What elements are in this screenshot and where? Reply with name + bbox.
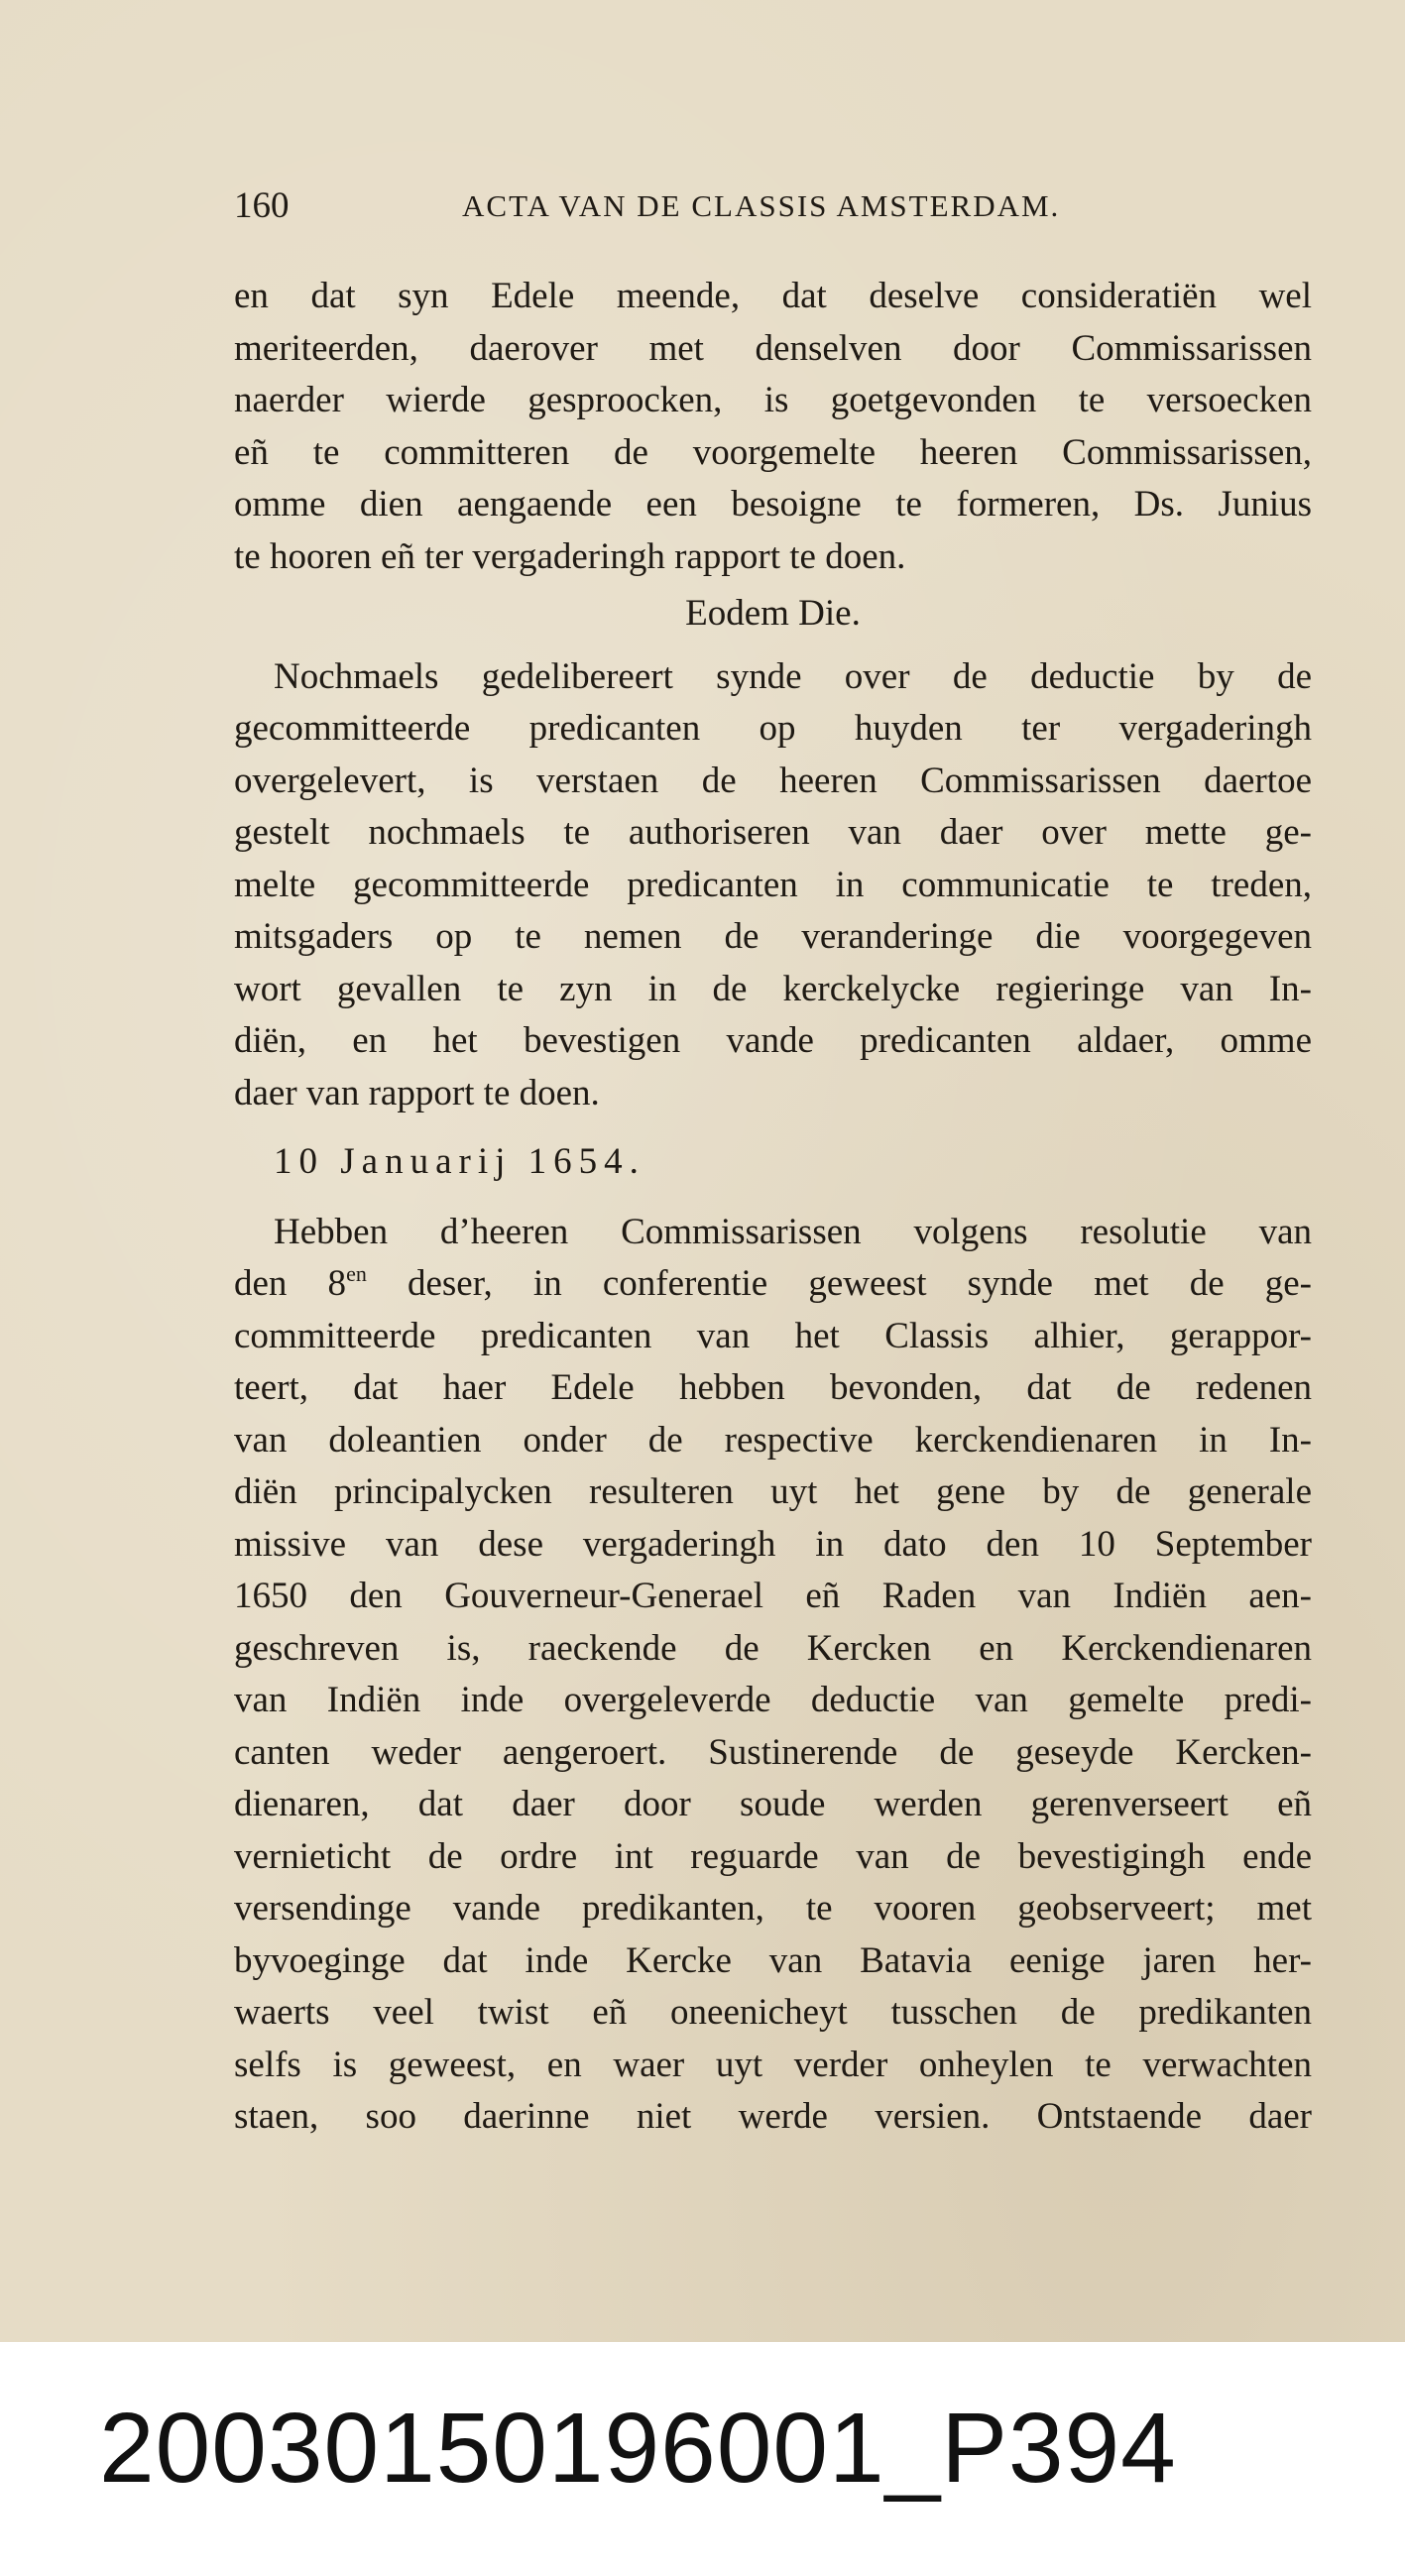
text-line: eñ te committeren de voorgemelte heeren Commissarissen, <box>234 431 1312 473</box>
text-line: daer van rapport te doen. <box>234 1072 600 1113</box>
text-line: canten weder aengeroert. Sustinerende de geseyde Kercken- <box>234 1731 1312 1773</box>
scan-id-label: 20030150196001_P394 <box>99 2393 1177 2504</box>
text-line <box>234 1258 1312 1311</box>
text-line: waerts veel twist eñ oneenicheyt tusschen de predikanten <box>234 1992 1312 2033</box>
text-line: melte gecommitteerde predicanten in communicatie te treden, <box>234 864 1312 905</box>
text-line: omme dien aengaende een besoigne te formeren, Ds. Junius <box>234 484 1312 525</box>
text-line: gecommitteerde predicanten op huyden ter vergaderingh <box>234 708 1312 749</box>
text-line: byvoeginge dat inde Kercke van Batavia eenige jaren her- <box>234 1939 1312 1981</box>
text-line: overgelevert, is verstaen de heeren Commissarissen daertoe <box>234 760 1312 801</box>
text-line: gestelt nochmaels te authoriseren van daer over mette ge- <box>234 812 1312 853</box>
page-number: 160 <box>234 185 290 226</box>
text-line: diën principalycken resulteren uyt het gene by de generale <box>234 1471 1312 1512</box>
text-line: mitsgaders op te nemen de veranderinge die voorgegeven <box>234 916 1312 957</box>
text-fragment: den 8 <box>234 1263 347 1304</box>
text-line: vernieticht de ordre int reguarde van de bevestigingh ende <box>234 1835 1312 1877</box>
text-line: committeerde predicanten van het Classis alhier, gerappor- <box>234 1315 1312 1356</box>
section-heading: Eodem Die. <box>685 593 861 634</box>
text-line: en dat syn Edele meende, dat deselve consideratiën wel <box>234 276 1312 316</box>
text-line: naerder wierde gesproocken, is goetgevonden te versoecken <box>234 380 1312 420</box>
text-line: versendinge vande predikanten, te vooren geobserveert; met <box>234 1888 1312 1929</box>
text-line: te hooren eñ ter vergaderingh rapport te doen. <box>234 535 906 577</box>
text-line: teert, dat haer Edele hebben bevonden, dat de redenen <box>234 1367 1312 1408</box>
page-header <box>234 184 1312 234</box>
text-line: geschreven is, raeckende de Kercken en Kerckendienaren <box>234 1627 1312 1669</box>
text-line: dienaren, dat daer door soude werden gerenverseert eñ <box>234 1784 1312 1824</box>
superscript: en <box>346 1261 367 1286</box>
paragraph-3 <box>234 1207 1312 2144</box>
text-line: Nochmaels gedelibereert synde over de deductie by de <box>274 655 1312 697</box>
date-heading: 10 Januarij 1654. <box>274 1141 645 1182</box>
paragraph-1 <box>234 271 1312 583</box>
running-head: ACTA VAN DE CLASSIS AMSTERDAM. <box>462 188 1061 223</box>
text-line: selfs is geweest, en waer uyt verder onheylen te verwachten <box>234 2044 1312 2085</box>
scan-footer <box>0 2342 1405 2576</box>
text-line: meriteerden, daerover met denselven door Commissarissen <box>234 327 1312 369</box>
text-line: Hebben d’heeren Commissarissen volgens resolutie van <box>274 1211 1312 1252</box>
text-line: van doleantien onder de respective kerckendienaren in In- <box>234 1419 1312 1461</box>
text-line: staen, soo daerinne niet werde versien. Ontstaende daer <box>234 2096 1312 2137</box>
text-fragment: deser, in conferentie geweest synde met de ge- <box>366 1263 1312 1304</box>
text-line: 1650 den Gouverneur-Generael eñ Raden van Indiën aen- <box>234 1576 1312 1616</box>
text-line: wort gevallen te zyn in de kerckelycke regieringe van In- <box>234 968 1312 1009</box>
text-line: van Indiën inde overgeleverde deductie van gemelte predi- <box>234 1680 1312 1720</box>
body-text <box>234 271 1312 2144</box>
text-line: diën, en het bevestigen vande predicanten aldaer, omme <box>234 1020 1312 1061</box>
text-line: missive van dese vergaderingh in dato den 10 September <box>234 1523 1312 1565</box>
paragraph-2 <box>234 651 1312 1120</box>
